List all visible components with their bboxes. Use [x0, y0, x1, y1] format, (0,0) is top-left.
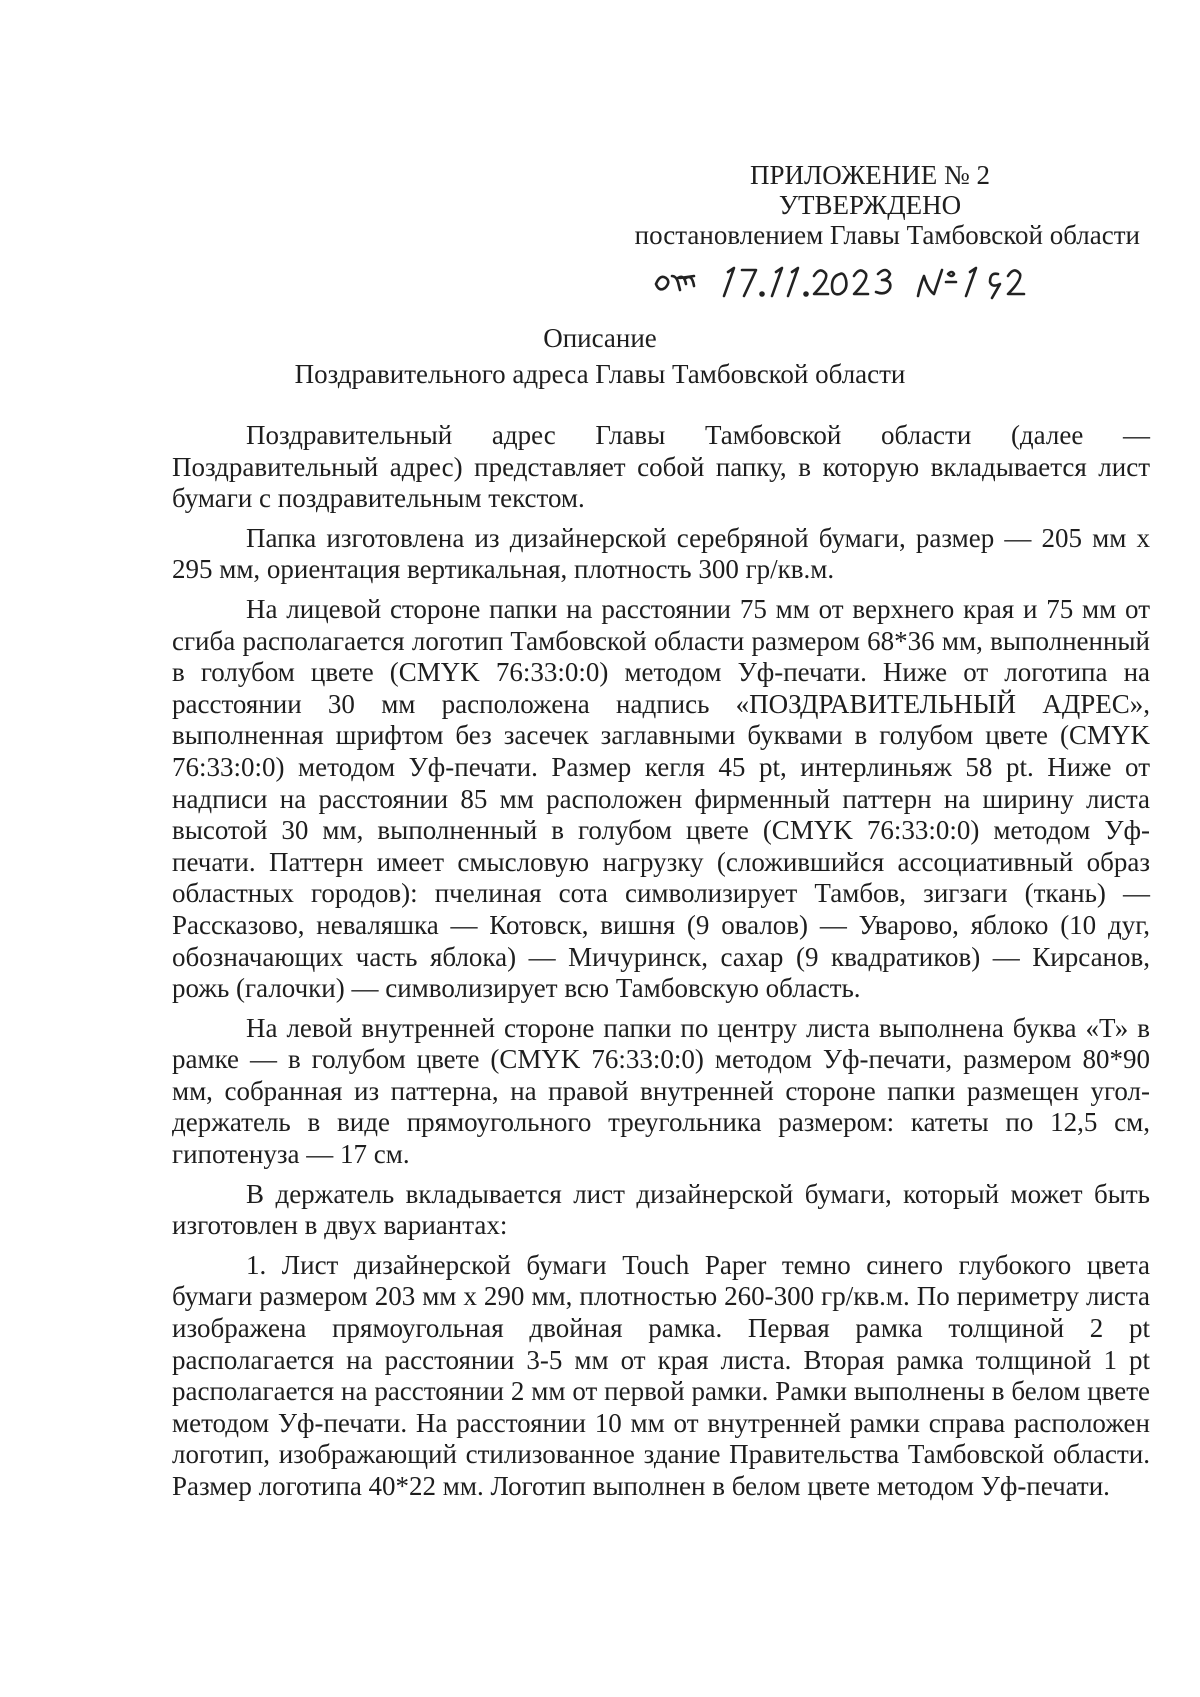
title-line-description: Описание [543, 323, 657, 353]
paragraph-variant-1: 1. Лист дизайнерской бумаги Touch Paper темно синего глубокого цвета бумаги размером 203 мм х 290 мм, плотностью 260-300 гр/кв.м. По периметру листа изображена прямоугольная двойная рамка. Первая рамка толщиной 2 pt располагается на расстоянии 3-5 мм от края листа. Вторая рамка толщиной 1 pt располагается на расстоянии 2 мм от первой рамки. Рамки выполнены в белом цвете методом Уф-печати. На расстоянии 10 мм от внутренней рамки справа расположен логотип, изображающий стилизованное здание Правительства Тамбовской области. Размер логотипа 40*22 мм. Логотип выполнен в белом цвете методом Уф-печати. [172, 1249, 1150, 1501]
paragraph-holder-sheet: В держатель вкладывается лист дизайнерской бумаги, который может быть изготовлен в двух вариантах: [172, 1178, 1150, 1241]
paragraph-folder-material: Папка изготовлена из дизайнерской серебряной бумаги, размер — 205 мм х 295 мм, ориентация вертикальная, плотность 300 гр/кв.м. [172, 522, 1150, 585]
paragraph-front-side: На лицевой стороне папки на расстоянии 75 мм от верхнего края и 75 мм от сгиба располагается логотип Тамбовской области размером 68*36 мм, выполненный в голубом цвете (CMYK 76:33:0:0) методом Уф-печати. Ниже от логотипа на расстоянии 30 мм расположена надпись «ПОЗДРАВИТЕЛЬНЫЙ АДРЕС», выполненная шрифтом без засечек заглавными буквами в голубом цвете (CMYK 76:33:0:0) методом Уф-печати. Размер кегля 45 pt, интерлиньяж 58 pt. Ниже от надписи на расстоянии 85 мм расположен фирменный паттерн на ширину листа высотой 30 мм, выполненный в голубом цвете (CMYK 76:33:0:0) методом Уф-печати. Паттерн имеет смысловую нагрузку (сложившийся ассоциативный образ областных городов): пчелиная сота символизирует Тамбов, зигзаги (ткань) — Рассказово, неваляшка — Котовск, вишня (9 овалов) — Уварово, яблоко (10 дуг, обозначающих часть яблока) — Мичуринск, сахар (9 квадратиков) — Кирсанов, рожь (галочки) — символизирует всю Тамбовскую область. [172, 593, 1150, 1004]
title-line-subject: Поздравительного адреса Главы Тамбовской области [294, 359, 906, 389]
paragraph-inner-side: На левой внутренней стороне папки по центру листа выполнена буква «Т» в рамке — в голубом цвете (CMYK 76:33:0:0) методом Уф-печати, размером 80*90 мм, собранная из паттерна, на правой внутренней стороне папки размещен угол-держатель в виде прямоугольного треугольника размером: катеты по 12,5 см, гипотенуза — 17 см. [172, 1012, 1150, 1170]
resolution-reference: постановлением Главы Тамбовской области [634, 220, 1140, 250]
document-body [172, 420, 1150, 1511]
approval-stamp [600, 160, 1140, 250]
handwriting-signature-icon [650, 254, 1070, 304]
approved-label: УТВЕРЖДЕНО [778, 190, 962, 220]
document-title [0, 320, 1200, 392]
handwritten-date-number [650, 254, 1070, 304]
paragraph-intro: Поздравительный адрес Главы Тамбовской области (далее — Поздравительный адрес) представляет собой папку, в которую вкладывается лист бумаги с поздравительным текстом. [172, 420, 1150, 514]
appendix-number: ПРИЛОЖЕНИЕ № 2 [749, 160, 991, 190]
